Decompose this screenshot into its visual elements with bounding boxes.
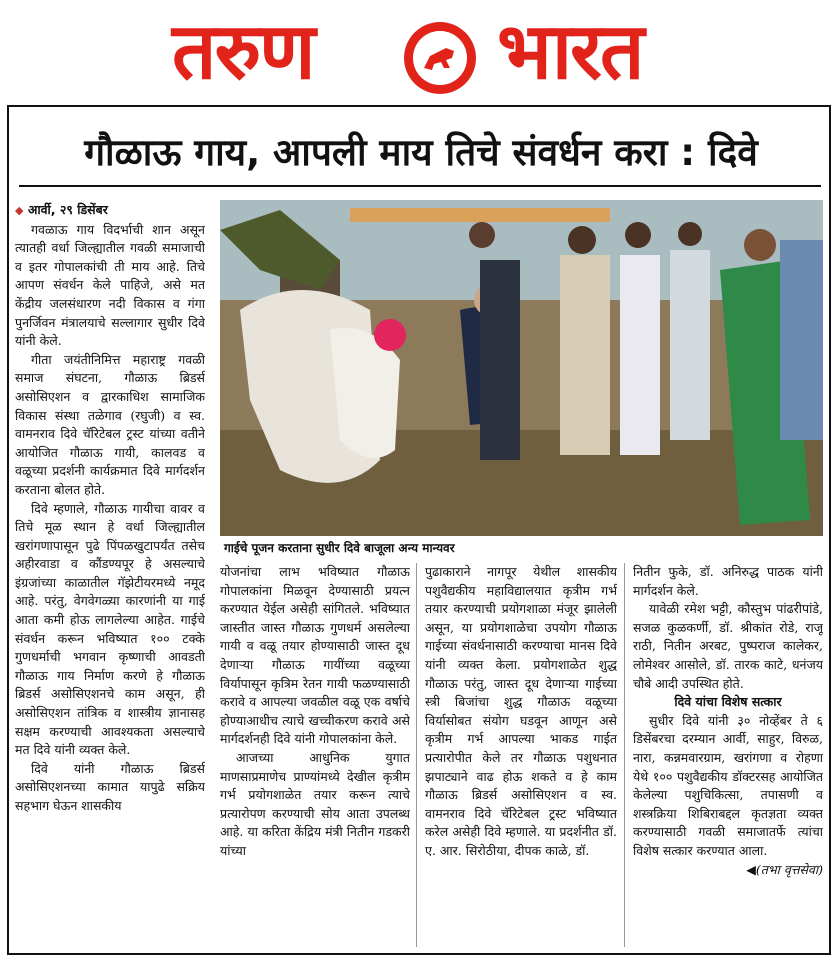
paragraph: दिवे यांनी गौळाऊ ब्रिडर्स असोसिएशनच्या कामात यापुढे सक्रिय सहभाग घेऊन शासकीय [15,760,205,813]
masthead [0,0,838,104]
article-photo [220,200,823,536]
paragraph: सुधीर दिवे यांनी ३० नोव्हेंबर ते ६ डिसेंबरचा दरम्यान आर्वी, साहुर, विरुळ, नारा, कन्नमवारग्राम, खरांगणा व रोहणा येथे १०० पशुवैद्यकीय डॉक्टरसह आयोजित केलेल्या पशुचिकित्सा, तपासणी व शस्त्रक्रिया शिबिराबद्दल कृतज्ञता व्यक्त करण्यासाठी गवळी समाजातर्फे त्यांचा विशेष सत्कार करण्यात आला. [633,712,823,858]
masthead-emblem-icon [400,18,480,98]
paragraph: आजच्या आधुनिक युगात माणसाप्रमाणेच प्राण्यांमध्ये देखील कृत्रीम गर्भ प्रयोगशाळेत तयार करून त्याचे प्रत्यारोपण करण्याची सोय आता उपलब्ध आहे. या करिता केंद्रिय मंत्री नितीन गडकरी यांच्या [220,749,410,858]
dateline-text: आर्वी, २९ डिसेंबर [27,202,108,217]
column-divider [624,563,625,947]
photo-caption: गाईचे पूजन करताना सुधीर दिवे बाजूला अन्य मान्यवर [220,537,823,559]
paragraph: गीता जयंतीनिमित्त महाराष्ट्र गवळी समाज संघटना, गौळाऊ ब्रिडर्स असोसिएशन व द्वारकाधिश सामाजिक विकास संस्था तळेगाव (रघुजी) व स्व. वामनराव दिवे चॅरिटेबल ट्रस्ट यांच्या वतीने आयोजित गौळाऊ गायी, कालवड व वळूच्या प्रदर्शनी कार्यक्रमात दिवे मार्गदर्शन करताना बोलत होते. [15,351,205,497]
article-column-4 [633,563,823,947]
article-headline: गौळाऊ गाय, आपली माय तिचे संवर्धन करा : दिवे [84,131,758,174]
paragraph: दिवे म्हणाले, गौळाऊ गायीचा वावर व तिचे मूळ स्थान हे वर्धा जिल्ह्यातील खरांगणापासून पुढे पिंपळखुटापर्यंत तसेच अहीरवाडा व कौंडण्यपूर हे असल्याचे इंग्रजांच्या काळातील गॅझेटीयरमध्ये नमूद आहे. परंतु, वेगवेगळ्या कारणांनी या गाई आता कमी होऊ लागलेल्या आहेत. गाईचे संवर्धन करून भविष्यात १०० टक्के गुणधर्माची भगवान कृष्णाची आवडती गौळाऊ गाय निर्माण करणे हे गौळाऊ ब्रिडर्स असोसिएशनचे काम असून, ही असोसिएशन तांत्रिक व शास्त्रीय ज्ञानासह सक्षम करण्याची आवश्यकता असल्याचे मत दिवे यांनी व्यक्त केले. [15,500,205,758]
news-clipping [7,105,831,955]
paragraph: नितीन फुके, डॉ. अनिरुद्ध पाठक यांनी मार्गदर्शन केले. [633,564,823,598]
subheading: दिवे यांचा विशेष सत्कार [674,694,782,710]
article-column-2 [220,563,410,947]
paragraph: योजनांचा लाभ भविष्यात गौळाऊ गोपालकांना मिळवून देण्यासाठी प्रयत्न करण्यात येईल असेही सांगितले. भविष्यात जास्तीत जास्त गौळाऊ गुणधर्म असलेल्या गायी व वळू तयार होण्यासाठी जास्त दूध देणाऱ्या गौळाऊ गायींच्या वळूच्या विर्यापासून कृत्रिम रेतन गायी फळण्यासाठी करावे व आपल्या जवळील वळू एक वर्षाचे होण्याआधीच त्याचे खच्चीकरण करावे असे मार्गदर्शनही दिवे यांनी गोपालकांना केले. [220,564,410,747]
credit: (तभा वृत्तसेवा) [755,861,823,877]
article-column-1 [15,201,205,945]
credit-arrow-icon: ◀ [746,861,756,877]
paragraph: गवळाऊ गाय विदर्भाची शान असून त्यातही वर्धा जिल्ह्यातील गवळी समाजाची व इतर गोपालकांची ती माय आहे. तिचे आपण संवर्धन केले पाहिजे, असे मत केंद्रीय जलसंधारण नदी विकास व गंगा पुनर्जिवन मंत्रालयाचे सल्लागार सुधीर दिवे यांनी केले. [15,221,205,349]
column-divider [416,563,417,947]
masthead-brand-right: भारत [497,7,643,97]
photo-illustration [220,200,823,536]
paragraph: यावेळी रमेश भट्टी, कौस्तुभ पांढरीपांडे, सजळ कुळकर्णी, डॉ. श्रीकांत रोडे, राजू राठी, नितीन अरबट, पुष्पराज कालेकर, लोमेश्वर आसोले, डॉ. तारक काटे, धनंजय चौबे आदी उपस्थित होते. [633,601,823,691]
article-column-3 [425,563,617,947]
dateline [15,201,205,221]
dateline-diamond-icon: ◆ [15,204,24,217]
masthead-brand-left: तरुण [172,7,314,97]
paragraph: पुढाकाराने नागपूर येथील शासकीय पशुवैद्यकीय महाविद्यालयात कृत्रीम गर्भ तयार करण्याची प्रयोगशाळा मंजूर झालेली असून, या प्रयोगशाळेचा उपयोग गौळाऊ गाईच्या संवर्धनासाठी करण्याचा मानस दिवे यांनी व्यक्त केला. प्रयोगशाळेत शुद्ध गौळाऊ परंतु, जास्त दूध देणाऱ्या गाईच्या स्त्री बिजांचा शुद्ध गौळाऊ वळूच्या विर्यासोबत संयोग घडवून आणून असे कृत्रीम गर्भ आपल्या भाकड गाईत प्रत्यारोपीत केले तर गौळाऊ पशुधनात झपाट्याने वाढ होऊ शकते व हे काम गौळाऊ ब्रिडर्स असोसिएशन व स्व. वामनराव दिवे चॅरिटेबल ट्रस्ट भविष्यात करेल असेही दिवे म्हणाले. या प्रदर्शनीत डॉ. ए. आर. सिरोठीया, दीपक काळे, डॉ. [425,564,617,858]
credit-line [633,861,823,880]
headline-rule [19,185,821,187]
